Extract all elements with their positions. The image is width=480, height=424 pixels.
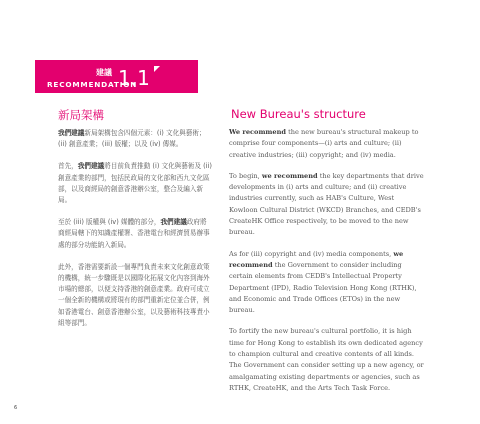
- en-paragraph-lead: As for (iii) copyright and (iv) media components,: [229, 249, 394, 258]
- zh-paragraph: [58, 262, 213, 329]
- en-paragraph-text: the new bureau's structural makeup to comprise four components—(i) arts and culture; (ii) creative industries; (iii) copyright; and (iv) media.: [229, 128, 419, 159]
- zh-paragraph-bold: 我們建議: [77, 162, 105, 171]
- zh-paragraph-text: 新局架構包含四個元素：(i) 文化與藝術；(ii) 創意產業；(iii) 版權；以及 (iv) 傳媒。: [58, 129, 206, 149]
- section-title-en: New Bureau's structure: [231, 107, 366, 121]
- en-paragraph-text: To fortify the new bureau's cultural portfolio, it is high time for Hong Kong to establish its own dedicated agency to champion cultural and creative contents of all kinds. The Government can consider setting up a new agency, or amalgamating existing departments or agencies, such as RTHK, CreateHK, and the Arts Tech Task Force.: [229, 327, 424, 392]
- recommendation-label-zh: 建議: [96, 68, 112, 77]
- zh-paragraph-bold: 我們建議: [160, 218, 187, 227]
- en-paragraph: [229, 249, 424, 317]
- zh-paragraph: [58, 217, 213, 251]
- zh-paragraph-text: 將目前負責推動 (i) 文化與藝術及 (ii) 創意產業的部門，包括民政局的文化部和西九文化區部，以及商經局的創意香港辦公室，整合及編入新局。: [58, 162, 212, 205]
- en-paragraph: [229, 171, 424, 239]
- en-paragraph-text: the Government to consider including certain elements from CEDB's Intellectual Property Department (IPD), Radio Television Hong Kong (RTHK), and Economic and Trade Offices (ETOs) in the new bureau.: [229, 260, 417, 315]
- en-paragraph: [229, 326, 424, 394]
- en-paragraph-lead: To begin,: [229, 171, 262, 180]
- recommendation-label-en: RECOMMENDATION: [47, 80, 138, 89]
- recommendation-number: 1.1: [118, 66, 150, 90]
- en-paragraph: [229, 127, 424, 161]
- zh-paragraph-text: 此外，香港需要新設一個專門負責未來文化創意政策的機構，統一步驟既是以國際化拓展文化內容到海外市場的總部，以便支持香港的創意產業。政府可成立一個全新的機構或將現有的部門重新定位並合併，例如香港電台、創意香港辦公室，以及藝術科技專責小組等部門。: [58, 262, 210, 327]
- zh-paragraph: [58, 161, 213, 206]
- en-paragraph-bold: we recommend: [229, 249, 404, 269]
- en-paragraph-text: the key departments that drive developments in (i) arts and culture; and (ii) creative industries currently, such as HAB's Culture, West Kowloon Cultural District (WKCD) Branches, and CEDB's CreateHK Office respectively, to be moved to the new bureau.: [229, 171, 424, 237]
- en-paragraph-bold: we recommend: [261, 171, 318, 180]
- zh-paragraph: [58, 128, 213, 150]
- zh-paragraph-lead: 至於 (iii) 版權與 (iv) 媒體的部分，: [58, 218, 161, 227]
- recommendation-corner-icon: [154, 66, 160, 72]
- en-paragraph-bold: We recommend: [229, 128, 286, 136]
- zh-paragraph-text: 政府將商經局轄下的知識產權署、香港電台和經濟貿易辦事處的部分功能納入新局。: [58, 218, 210, 249]
- zh-paragraph-bold: 我們建議: [58, 129, 85, 137]
- english-body-column: [229, 127, 424, 404]
- page-number: 6: [14, 405, 18, 411]
- zh-paragraph-lead: 首先，: [58, 162, 78, 171]
- section-title-zh: 新局架構: [58, 108, 104, 122]
- chinese-body-column: [58, 128, 213, 340]
